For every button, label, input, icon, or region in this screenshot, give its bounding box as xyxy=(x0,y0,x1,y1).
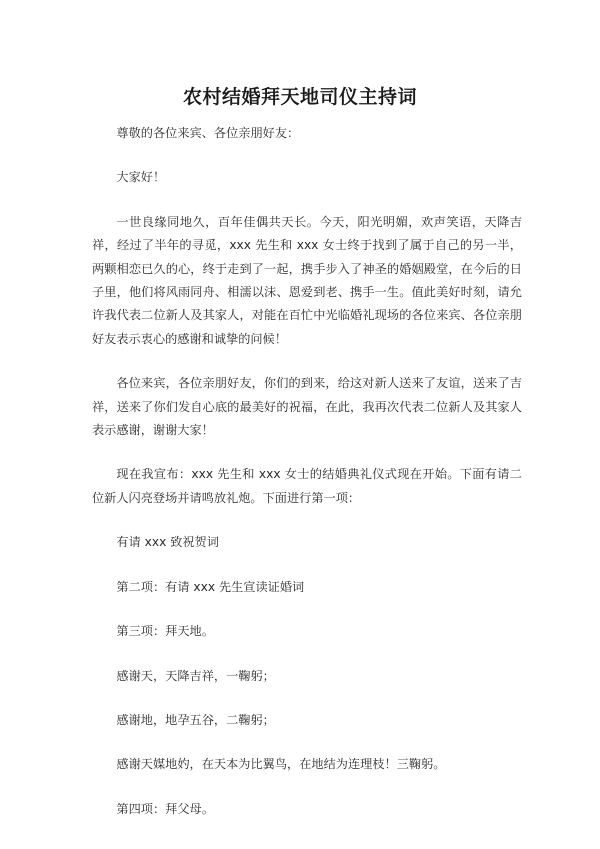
paragraph-thanks: 各位来宾，各位亲朋好友，你们的到来，给这对新人送来了友谊，送来了吉祥，送来了你们发自心底的最美好的祝福，在此，我再次代表二位新人及其家人表示感谢，谢谢大家！ xyxy=(92,376,522,438)
paragraph-salutation: 尊敬的各位来宾、各位亲朋好友： xyxy=(116,126,300,140)
paragraph-step-3: 第三项：拜天地。 xyxy=(116,624,214,639)
paragraph-bow-1: 感谢天，天降吉祥，一鞠躬； xyxy=(116,668,275,683)
paragraph-step-2: 第二项：有请 xxx 先生宣读证婚词 xyxy=(116,579,305,594)
paragraph-step-1: 有请 xxx 致祝贺词 xyxy=(116,535,219,550)
paragraph-bow-3: 感谢天媒地妁，在天本为比翼鸟，在地结为连理枝！三鞠躬。 xyxy=(116,757,446,772)
document-body xyxy=(92,122,522,842)
paragraph-step-4: 第四项：拜父母。 xyxy=(116,801,214,816)
paragraph-opening: 一世良缘同地久，百年佳偶共天长。今天，阳光明媚，欢声笑语，天降吉祥，经过了半年的寻觅，xxx 先生和 xxx 女士终于找到了属于自己的另一半，两颗相恋已久的心，终于走到了一起，携手步入了神圣的婚姻殿堂，在今后的日子里，他们将风雨同舟、相濡以沫、恩爱到老、携手一生。值此美好时刻，请允许我代表二位新人及其家人，对能在百忙中光临婚礼现场的各位来宾、各位亲朋好友表示衷心的感谢和诚挚的问候！ xyxy=(92,214,522,346)
paragraph-announcement: 现在我宣布：xxx 先生和 xxx 女士的结婚典礼仪式现在开始。下面有请二位新人闪亮登场并请鸣放礼炮。下面进行第一项： xyxy=(92,467,522,505)
paragraph-bow-2: 感谢地，地孕五谷，二鞠躬； xyxy=(116,712,275,727)
document-title: 农村结婚拜天地司仪主持词 xyxy=(182,86,417,108)
paragraph-greeting: 大家好！ xyxy=(116,170,166,185)
